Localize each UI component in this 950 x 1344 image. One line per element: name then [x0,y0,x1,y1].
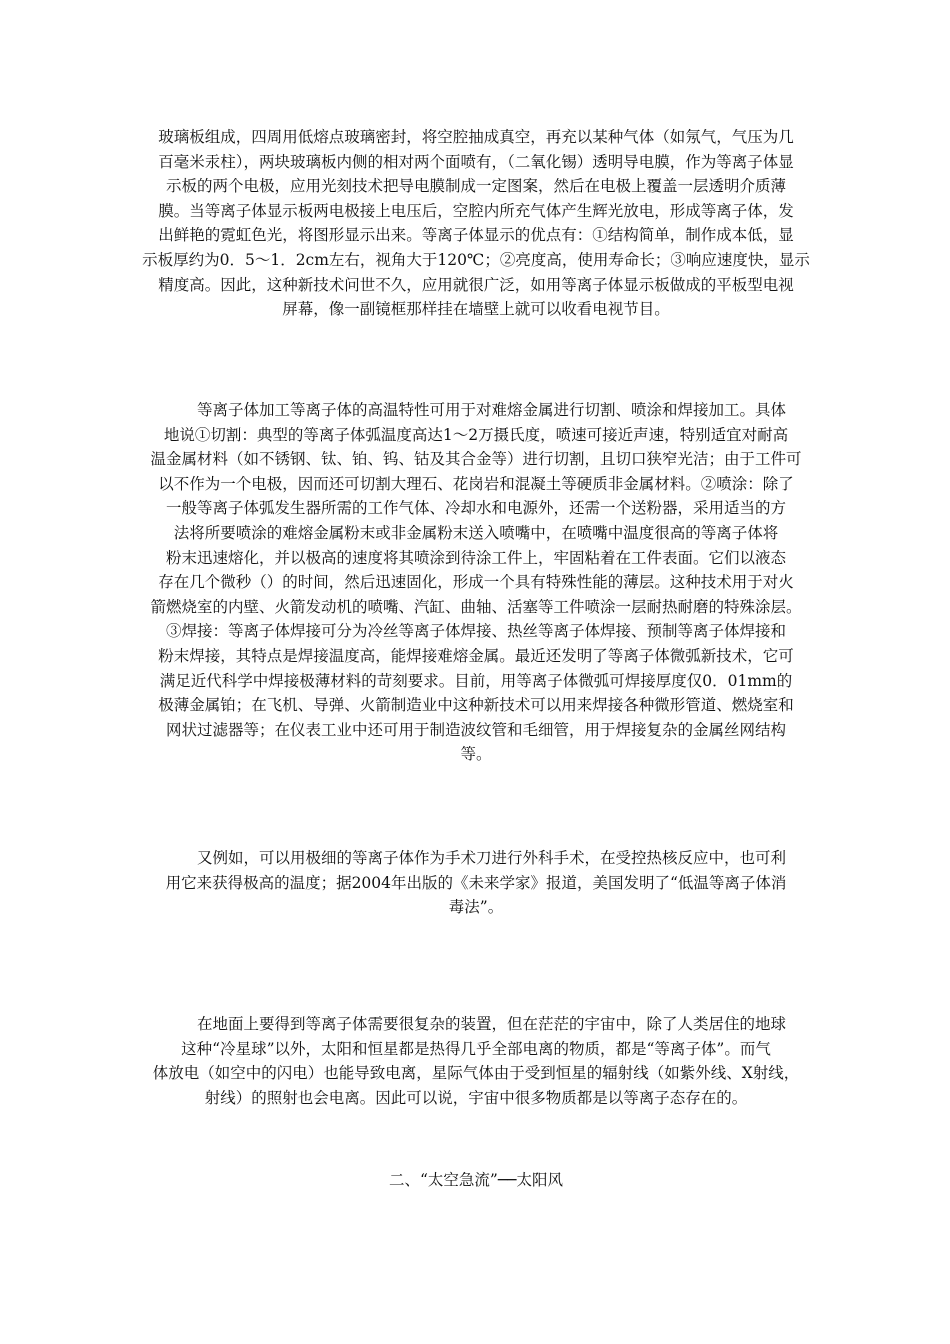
section-heading: 二、“太空急流”──太阳风 [388,1171,563,1189]
paragraph-plasma-processing [140,398,812,767]
text-line: 精度高。因此，这种新技术问世不久，应用就很广泛，如用等离子体显示板做成的平板型电视 [158,275,794,294]
text-line: 法将所要喷涂的难熔金属粉末或非金属粉末送入喷嘴中，在喷嘴中温度很高的等离子体将 [173,523,779,542]
text-line: 以不作为一个电极，因而还可切割大理石、花岗岩和混凝土等硬质非金属材料。②喷涂：除了 [158,474,794,493]
text-line: 这种“冷星球”以外，太阳和恒星都是热得几乎全部电离的物质，都是“等离子体”。而气 [181,1039,771,1058]
text-line: 又例如，可以用极细的等离子体作为手术刀进行外科手术，在受控热核反应中，也可利 [165,849,786,867]
text-line: 温金属材料（如不锈钢、钛、铂、钨、钴及其合金等）进行切割，且切口狭窄光洁；由于工件可 [150,450,802,469]
text-line: 极薄金属铂；在飞机、导弹、火箭制造业中这种新技术可以用来焊接各种微形管道、燃烧室和 [158,696,794,715]
paragraph-cosmic-plasma [140,1012,812,1110]
text-line: 等。 [460,745,492,764]
text-line: 地说①切割：典型的等离子体弧温度高达1～2万摄氏度，喷速可接近声速，特别适宜对耐高 [163,425,789,444]
text-line: 箭燃烧室的内壁、火箭发动机的喷嘴、汽缸、曲轴、活塞等工件喷涂一层耐热耐磨的特殊涂层。 [150,597,802,616]
text-line: ③焊接：等离子体焊接可分为冷丝等离子体焊接、热丝等离子体焊接、预制等离子体焊接和 [165,622,786,641]
text-line: 毒法”。 [448,898,504,917]
text-line: 在地面上要得到等离子体需要很复杂的装置，但在茫茫的宇宙中，除了人类居住的地球 [165,1015,786,1033]
text-line: 膜。当等离子体显示板两电极接上电压后，空腔内所充气体产生辉光放电，形成等离子体，发 [158,201,794,220]
text-line: 玻璃板组成，四周用低熔点玻璃密封，将空腔抽成真空，再充以某种气体（如氖气，气压为几 [158,128,794,146]
text-line: 示板的两个电极，应用光刻技术把导电膜制成一定图案，然后在电极上覆盖一层透明介质薄 [165,177,786,196]
text-line: 百毫米汞柱），两块玻璃板内侧的相对两个面喷有，（二氧化锡）透明导电膜，作为等离子体显 [158,152,794,171]
text-line: 等离子体加工等离子体的高温特性可用于对难熔金属进行切割、喷涂和焊接加工。具体 [165,401,786,419]
text-line: 射线）的照射也会电离。因此可以说，宇宙中很多物质都是以等离子态存在的。 [204,1088,748,1107]
paragraph-plasma-display [140,125,812,322]
paragraph-plasma-surgery [140,846,812,920]
text-line: 屏幕，像一副镜框那样挂在墙壁上就可以收看电视节目。 [282,300,670,319]
text-line: 粉末焊接，其特点是焊接温度高，能焊接难熔金属。最近还发明了等离子体微弧新技术，它可 [158,646,794,665]
text-line: 网状过滤器等；在仪表工业中还可用于制造波纹管和毛细管，用于焊接复杂的金属丝网结构 [165,720,786,739]
text-line: 存在几个微秒（）的时间，然后迅速固化，形成一个具有特殊性能的薄层。这种技术用于对火 [158,573,794,592]
text-line: 用它来获得极高的温度；据2004年出版的《未来学家》报道，美国发明了“低温等离子体消 [165,873,787,892]
text-line: 粉末迅速熔化，并以极高的速度将其喷涂到待涂工件上，牢固粘着在工件表面。它们以液态 [165,548,786,567]
text-line: 体放电（如空中的闪电）也能导致电离，星际气体由于受到恒星的辐射线（如紫外线、X射线， [152,1064,800,1083]
text-line: 一般等离子体弧发生器所需的工作气体、冷却水和电源外，还需一个送粉器，采用适当的方 [165,499,786,518]
text-line: 示板厚约为0．5～1．2cm左右，视角大于120℃；②亮度高，使用寿命长；③响应速度快，显示 [142,250,810,269]
text-line: 出鲜艳的霓虹色光，将图形显示出来。等离子体显示的优点有：①结构简单，制作成本低，显 [158,226,794,245]
text-line: 满足近代科学中焊接极薄材料的苛刻要求。目前，用等离子体微弧可焊接厚度仅0．01mm的 [159,671,793,690]
